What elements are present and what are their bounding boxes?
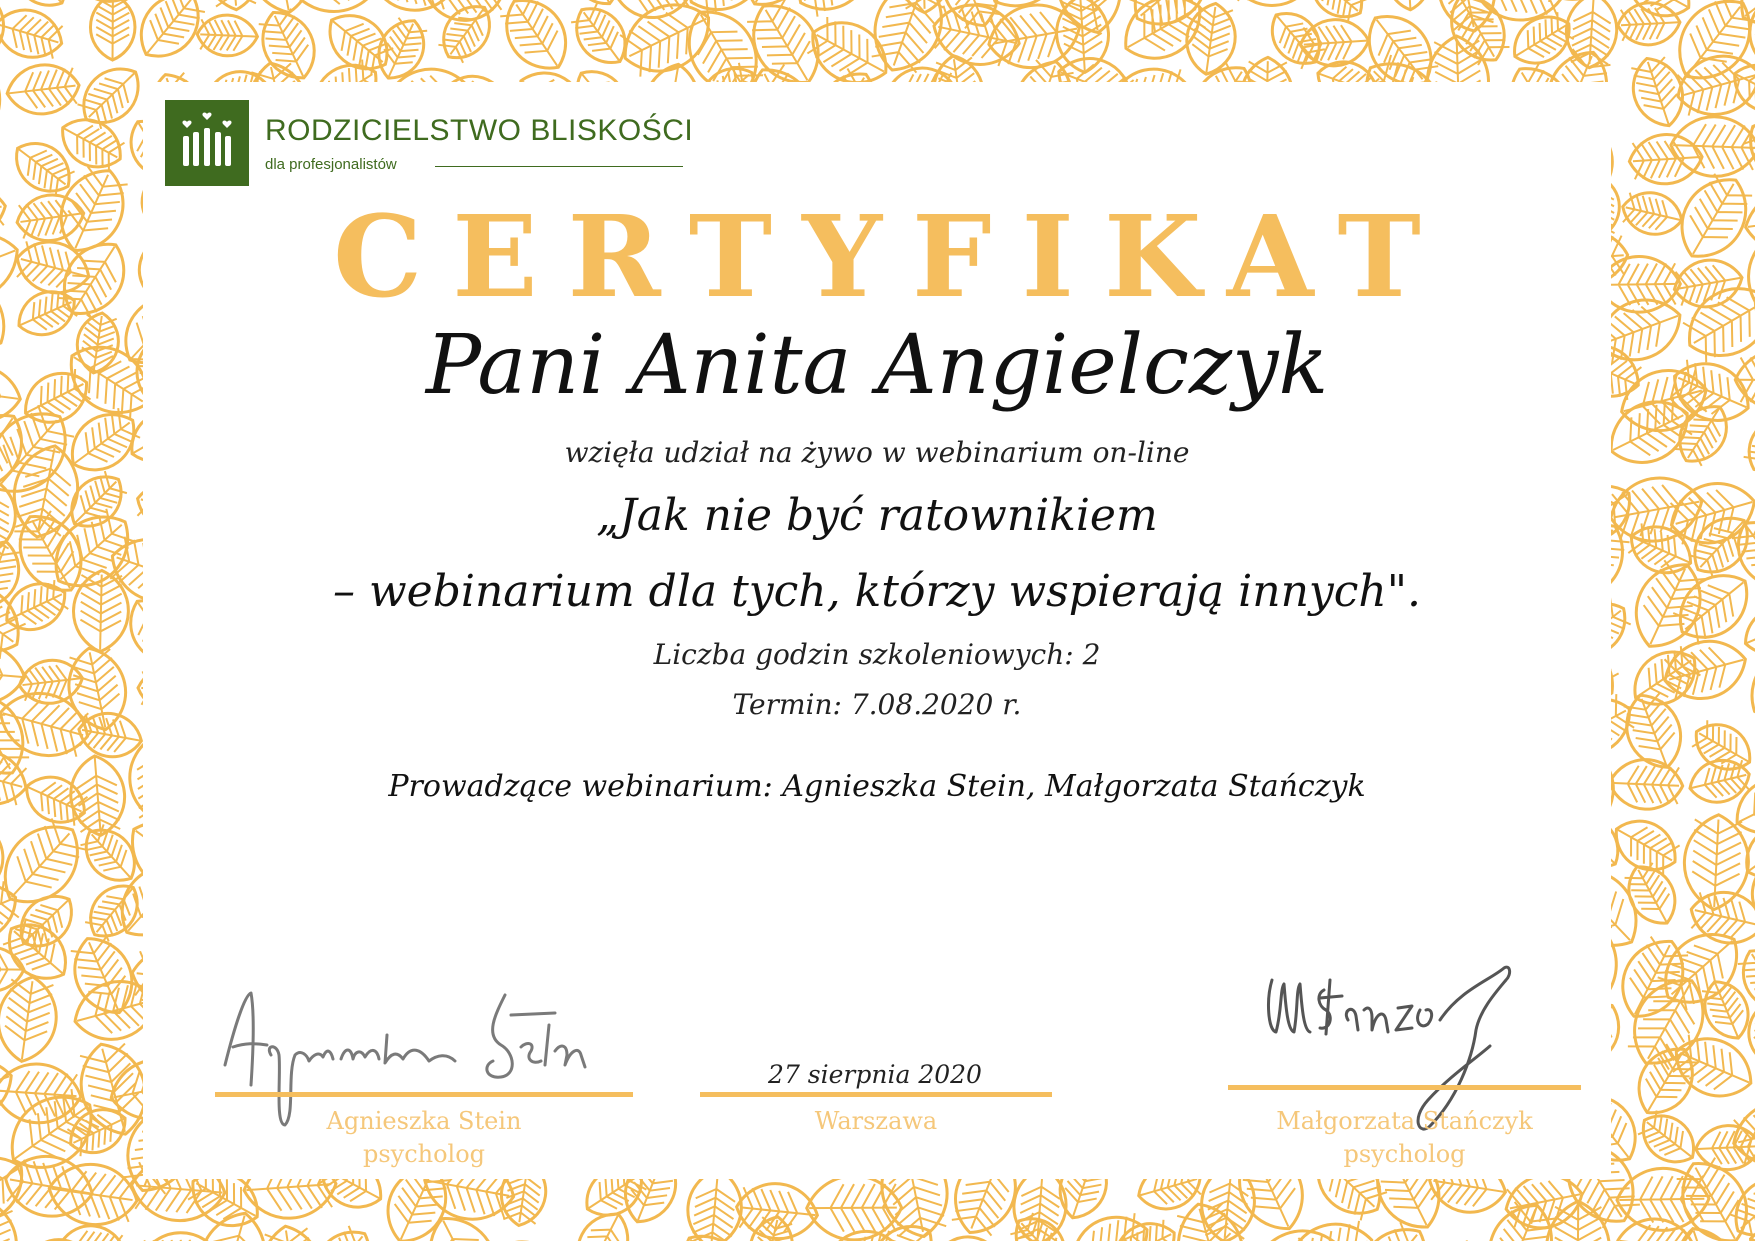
recipient-name: Pani Anita Angielczyk [425, 318, 1329, 413]
signature-line-middle [700, 1092, 1052, 1097]
logo-divider [435, 166, 683, 167]
webinar-title-line1: „Jak nie być ratownikiem [596, 490, 1158, 541]
organization-logo [165, 100, 694, 190]
issue-place: Warszawa [814, 1107, 938, 1135]
signer-left-name: Agnieszka Stein [326, 1107, 522, 1135]
participation-text: wzięła udział na żywo w webinarium on-line [564, 436, 1190, 469]
logo-title: RODZICIELSTWO BLISKOŚCI [265, 114, 694, 147]
logo-subtitle: dla profesjonalistów [265, 156, 397, 173]
training-hours: Liczba godzin szkoleniowych: 2 [653, 638, 1101, 671]
webinar-date: Termin: 7.08.2020 r. [732, 688, 1022, 721]
signature-line-right [1228, 1085, 1581, 1090]
raised-hands-hearts-icon [165, 100, 249, 186]
signer-right-name: Małgorzata Stańczyk [1276, 1107, 1533, 1135]
signer-right-role: psycholog [1343, 1140, 1466, 1168]
webinar-leaders: Prowadzące webinarium: Agnieszka Stein, Małgorzata Stańczyk [388, 769, 1366, 804]
signature-line-left [215, 1092, 633, 1097]
issue-date: 27 sierpnia 2020 [768, 1060, 982, 1089]
webinar-title-line2: – webinarium dla tych, którzy wspierają innych". [333, 566, 1421, 617]
signer-left-role: psycholog [362, 1140, 486, 1168]
certificate-title: CERTYFIKAT [333, 192, 1451, 323]
